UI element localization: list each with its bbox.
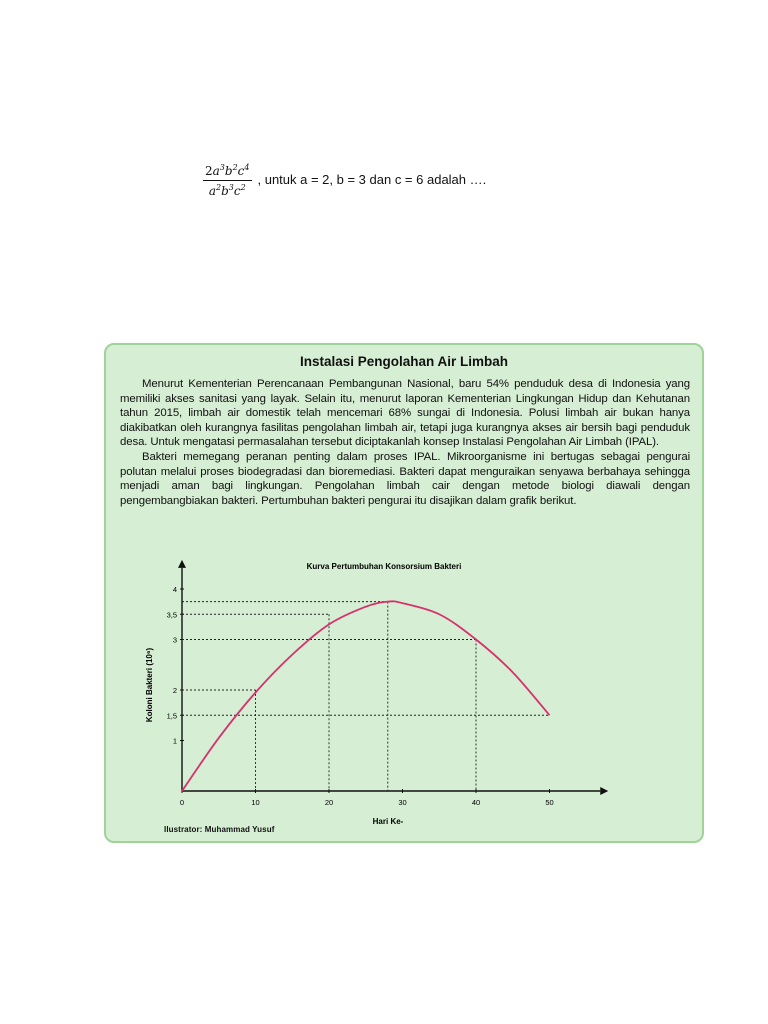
question-text: , untuk a = 2, b = 3 dan c = 6 adalah …. xyxy=(257,172,487,187)
y-tick-label: 3,5 xyxy=(166,610,177,620)
y-tick-label: 2 xyxy=(172,686,177,695)
numerator-coefficient: 2 xyxy=(205,164,213,178)
y-axis-arrow xyxy=(178,560,186,568)
chart-title: Kurva Pertumbuhan Konsorsium Bakteri xyxy=(306,562,462,571)
numerator-exponent-a: 3 xyxy=(219,163,225,172)
fraction-numerator xyxy=(203,163,252,180)
denominator-variable-a: $a^2$ xyxy=(208,183,222,198)
denominator-variable-b: $b^3$ xyxy=(221,183,234,198)
denominator-variable-c: $c^2$ xyxy=(233,183,246,198)
bacteria-growth-chart xyxy=(106,345,702,841)
x-tick-label: 30 xyxy=(398,798,407,807)
x-tick-label: 50 xyxy=(545,798,554,807)
numerator-exponent-c: 4 xyxy=(244,163,250,172)
denominator-exponent-a: 2 xyxy=(215,183,222,192)
numerator-variable-c: $c^4$ xyxy=(237,163,250,178)
article-paragraph-2: Bakteri memegang peranan penting dalam proses IPAL. Mikroorganisme ini bertugas sebagai pengurai polutan melalui proses biodegradasi dan bioremediasi. Bakteri dapat menguraikan senyawa berbahaya sehingga menjadi aman bagi lingkungan. Pengolahan limbah cair dengan metode biologi diawali dengan pengembangbiakan bakteri. Pertumbuhan bakteri pengurai itu disajikan dalam grafik berikut. xyxy=(120,450,690,507)
numerator-variable-a: $a^3$ xyxy=(212,163,225,178)
x-tick-label: 40 xyxy=(471,798,481,807)
y-tick-label: 1,5 xyxy=(166,711,177,721)
x-axis-label: Hari Ke- xyxy=(372,817,404,826)
y-tick-label: 1 xyxy=(172,736,177,746)
growth-curve-line xyxy=(182,601,550,791)
illustrator-credit: Ilustrator: Muhammad Yusuf xyxy=(164,825,275,834)
x-tick-label: 10 xyxy=(251,798,260,807)
fraction xyxy=(203,163,252,198)
y-axis-label: Koloni Bakteri (10⁶) xyxy=(145,647,154,723)
article-paragraph-1: Menurut Kementerian Perencanaan Pembangunan Nasional, baru 54% penduduk desa di Indonesia yang memiliki akses sanitasi yang layak. Selain itu, menurut laporan Kementerian Lingkungan Hidup dan Kehutanan tahun 2015, limbah air domestik telah mencemari 68% sungai di Indonesia. Polusi limbah air bukan hanya diakibatkan oleh kurangnya fasilitas pengolahan limbah air, tetapi juga kurangnya akses air bersih bagi penduduk desa. Untuk mengatasi permasalahan tersebut diciptakanlah konsep Instalasi Pengolahan Air Limbah (IPAL). xyxy=(120,378,690,449)
y-tick-label: 4 xyxy=(172,585,177,594)
x-axis-arrow xyxy=(600,787,608,795)
article-card xyxy=(104,343,704,843)
x-tick-label: 0 xyxy=(179,798,185,807)
fraction-denominator xyxy=(207,181,248,198)
article-title: Instalasi Pengolahan Air Limbah xyxy=(299,354,509,369)
question-row xyxy=(203,163,486,198)
denominator-exponent-b: 3 xyxy=(228,183,234,192)
numerator-exponent-b: 2 xyxy=(232,163,238,172)
y-tick-label: 3 xyxy=(172,635,177,645)
numerator-variable-b: $b^2$ xyxy=(224,163,238,178)
denominator-exponent-c: 2 xyxy=(240,183,246,192)
x-tick-label: 20 xyxy=(324,798,334,807)
